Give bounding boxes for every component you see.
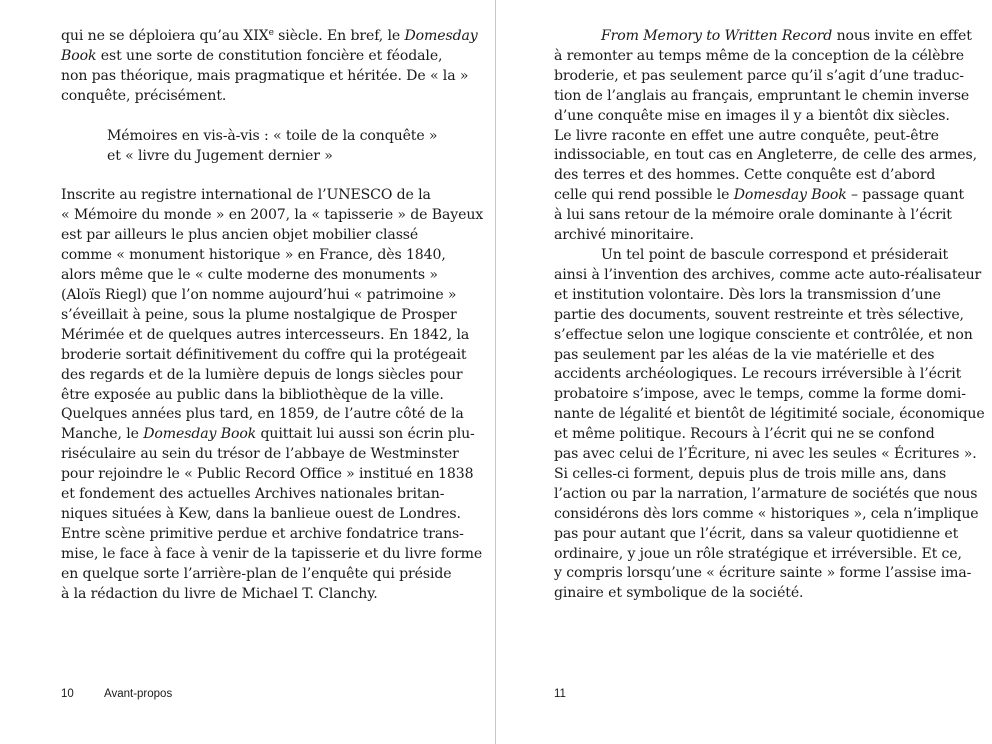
text-line: non pas théorique, mais pragmatique et héritée. De « la » (61, 67, 469, 84)
text-line: s’éveillait à peine, sous la plume nostalgique de Prosper (61, 306, 457, 323)
text-line: Quelques années plus tard, en 1859, de l’autre côté de la (61, 406, 464, 423)
text-line: Un tel point de bascule correspond et présiderait (601, 246, 949, 263)
right-page (496, 0, 992, 744)
text-line: à lui sans retour de la mémoire orale dominante à l’écrit (554, 207, 952, 224)
text-line: conquête, précisément. (61, 87, 227, 104)
text-line: « Mémoire du monde » en 2007, la « tapisserie » de Bayeux (61, 207, 484, 224)
text-line: à la rédaction du livre de Michael T. Clanchy. (61, 585, 378, 602)
text-line: alors même que le « culte moderne des monuments » (61, 267, 438, 284)
paragraph (554, 27, 978, 246)
text-line: en quelque sorte l’arrière-plan de l’enquête qui préside (61, 565, 452, 582)
text-line: considérons dès lors comme « historiques », cela n’implique (554, 505, 979, 522)
page-number: 11 (554, 688, 566, 700)
text-line: ordinaire, y joue un rôle stratégique et irréversible. Et ce, (554, 545, 962, 562)
text-line: tion de l’anglais au français, empruntant le chemin inverse (554, 87, 970, 104)
paragraph (61, 186, 484, 604)
text-line: mise, le face à face à venir de la tapisserie et du livre forme (61, 545, 483, 562)
heading-line: et « livre du Jugement dernier » (107, 147, 333, 164)
text-line: pas seulement par les aléas de la vie matérielle et des (554, 346, 935, 363)
paragraph (61, 27, 478, 107)
text-line: probatoire s’impose, avec le temps, comme la forme domi- (554, 386, 966, 403)
text-line: Entre scène primitive perdue et archive fondatrice trans- (61, 525, 464, 542)
text-line: niques situées à Kew, dans la banlieue ouest de Londres. (61, 505, 461, 522)
text-line: pas pour autant que l’écrit, dans sa valeur quotidienne et (554, 525, 959, 542)
text-line: accidents archéologiques. Le recours irréversible à l’écrit (554, 366, 962, 383)
text-line: nante de légalité et bientôt de légitimité sociale, économique (554, 406, 985, 423)
right-page-text (554, 27, 985, 604)
text-line: celle qui rend possible le Domesday Book – passage quant (554, 187, 965, 204)
left-page (0, 0, 495, 744)
left-page-text (61, 27, 484, 604)
text-line: pas avec celui de l’Écriture, ni avec les seules « Écritures ». (554, 446, 977, 463)
text-line: Book est une sorte de constitution foncière et féodale, (61, 47, 443, 64)
text-line: des terres et des hommes. Cette conquête est d’abord (554, 167, 936, 184)
text-line: être exposée au public dans la bibliothèque de la ville. (61, 386, 444, 403)
text-line: Si celles-ci forment, depuis plus de trois mille ans, dans (554, 465, 947, 482)
text-line: ginaire et symbolique de la société. (554, 585, 804, 602)
text-line: qui ne se déploiera qu’au XIXe siècle. En bref, le Domesday (61, 28, 478, 44)
text-line: Inscrite au registre international de l’UNESCO de la (61, 187, 431, 204)
text-line: indissociable, en tout cas en Angleterre, de celle des armes, (554, 147, 978, 164)
running-head: Avant-propos (104, 688, 173, 700)
text-line: d’une conquête mise en images il y a bientôt dix siècles. (554, 107, 950, 124)
text-line: Manche, le Domesday Book quittait lui aussi son écrin plu- (61, 426, 475, 443)
text-line: des regards et de la lumière depuis de longs siècles pour (61, 366, 463, 383)
text-line: ainsi à l’invention des archives, comme acte auto-réalisateur (554, 266, 982, 283)
text-line: comme « monument historique » en France, dès 1840, (61, 247, 446, 264)
text-line: pour rejoindre le « Public Record Office » institué en 1838 (61, 466, 474, 483)
text-line: s’effectue selon une logique consciente et contrôlée, et non (554, 326, 973, 343)
text-line: à remonter au temps même de la conception de la célèbre (554, 47, 965, 64)
text-line: partie des documents, souvent restreinte et très sélective, (554, 306, 964, 323)
text-line: Mérimée et de quelques autres intercesseurs. En 1842, la (61, 326, 470, 343)
paragraph (554, 246, 985, 604)
text-line: et même politique. Recours à l’écrit qui ne se confond (554, 426, 935, 443)
text-line: et institution volontaire. Dès lors la transmission d’une (554, 286, 941, 303)
text-line: broderie sortait définitivement du coffre qui la protégeait (61, 346, 467, 363)
text-line: et fondement des actuelles Archives nationales britan- (61, 486, 445, 503)
section-heading (61, 127, 446, 167)
text-line: From Memory to Written Record nous invite en effet (601, 28, 972, 44)
text-line: est par ailleurs le plus ancien objet mobilier classé (61, 227, 419, 244)
text-line: l’action ou par la narration, l’armature de sociétés que nous (554, 485, 978, 502)
text-line: archivé minoritaire. (554, 227, 694, 244)
text-line: y compris lorsqu’une « écriture sainte » forme l’assise ima- (554, 565, 972, 582)
page-number: 10 (61, 688, 74, 700)
text-line: broderie, et pas seulement parce qu’il s’agit d’une traduc- (554, 67, 964, 84)
text-line: Le livre raconte en effet une autre conquête, peut-être (554, 127, 939, 144)
text-line: (Aloïs Riegl) que l’on nomme aujourd’hui « patrimoine » (61, 286, 457, 303)
text-line: riséculaire au sein du trésor de l’abbaye de Westminster (61, 446, 459, 463)
heading-line: Mémoires en vis-à-vis : « toile de la conquête » (107, 127, 438, 144)
